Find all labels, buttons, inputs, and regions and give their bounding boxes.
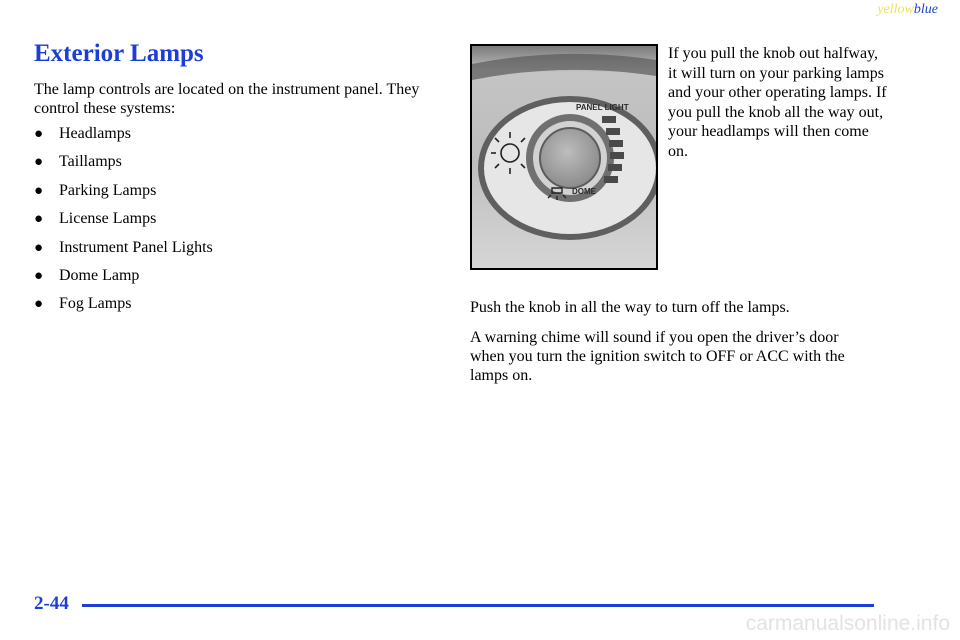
corner-mark-yellow: yellow bbox=[877, 2, 914, 17]
list-item bbox=[34, 209, 213, 237]
bullet-icon: ● bbox=[34, 267, 44, 284]
page-number: 2-44 bbox=[34, 593, 69, 614]
list-item-label: Dome Lamp bbox=[59, 266, 140, 284]
dome-label: DOME bbox=[572, 187, 596, 196]
corner-mark-blue: blue bbox=[913, 2, 938, 17]
footer-rule bbox=[82, 604, 874, 607]
bullet-icon: ● bbox=[34, 211, 44, 228]
list-item bbox=[34, 124, 213, 152]
panel-light-label: PANEL LIGHT bbox=[576, 103, 629, 112]
list-item-label: Parking Lamps bbox=[59, 181, 157, 199]
bullet-icon: ● bbox=[34, 154, 44, 171]
lamp-knob-photo bbox=[470, 44, 658, 270]
list-item bbox=[34, 294, 213, 322]
list-item-label: Instrument Panel Lights bbox=[59, 238, 213, 256]
systems-list bbox=[34, 124, 213, 323]
lamp-knob-illustration bbox=[472, 46, 656, 268]
list-item-label: Taillamps bbox=[59, 153, 122, 171]
body-paragraph: Push the knob in all the way to turn off the lamps. bbox=[470, 299, 790, 316]
page-title: Exterior Lamps bbox=[34, 40, 204, 67]
list-item bbox=[34, 238, 213, 266]
bullet-icon: ● bbox=[34, 182, 44, 199]
intro-text: The lamp controls are located on the instrument panel. They control these systems: bbox=[34, 81, 420, 117]
list-item-label: Fog Lamps bbox=[59, 295, 132, 313]
list-item bbox=[34, 181, 213, 209]
list-item bbox=[34, 152, 213, 180]
bullet-icon: ● bbox=[34, 239, 44, 256]
bullet-icon: ● bbox=[34, 296, 44, 313]
body-paragraph: A warning chime will sound if you open the driver’s door when you turn the ignition switch to OFF or ACC with the lamps on. bbox=[470, 329, 845, 384]
bullet-icon: ● bbox=[34, 126, 44, 142]
knob-description: If you pull the knob out halfway, it will turn on your parking lamps and your other operating lamps. If you pull the knob all the way out, your headlamps will then come on. bbox=[668, 45, 887, 160]
watermark: carmanualsonline.info bbox=[745, 612, 950, 635]
corner-mark bbox=[877, 2, 938, 18]
list-item-label: Headlamps bbox=[59, 125, 131, 142]
list-item-label: License Lamps bbox=[59, 210, 157, 228]
list-item bbox=[34, 266, 213, 294]
